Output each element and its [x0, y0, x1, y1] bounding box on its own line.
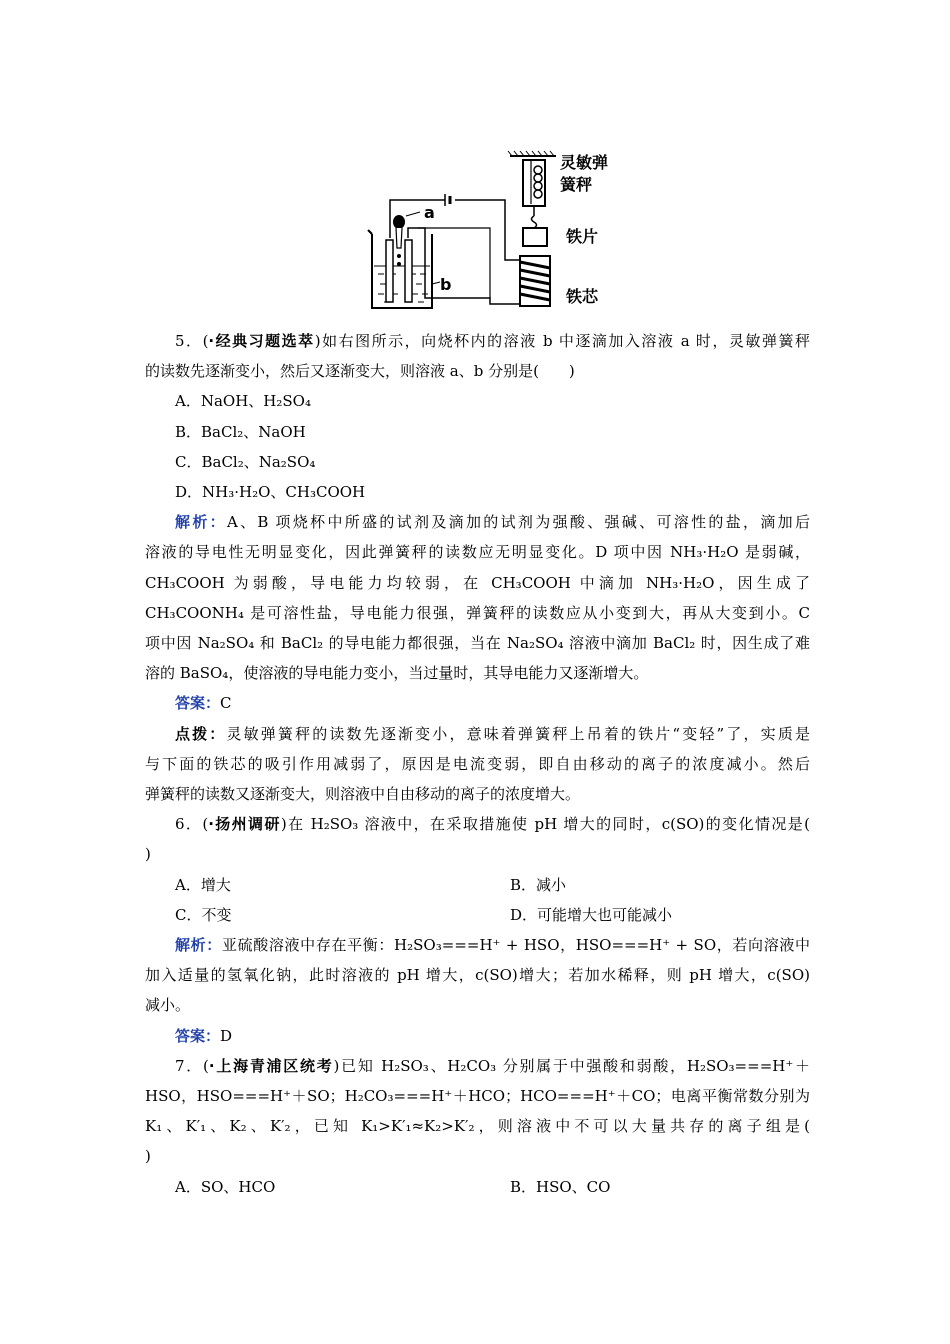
q5-answer	[145, 688, 810, 718]
q5-option-b: B．BaCl₂、NaOH	[175, 422, 306, 441]
q5-tip-line1: 点拨：灵敏弹簧秤的读数先逐渐变小，意味着弹簧秤上吊着的铁片“变轻”了，实质是	[175, 724, 810, 743]
q6-option-b: B．减小	[510, 875, 567, 894]
q6-stem-line1: 6．(·扬州调研)在 H₂SO₃ 溶液中，在采取措施使 pH 增大的同时，c(SO)的变化情况是(	[175, 815, 810, 834]
q6-analysis-line2: 加入适量的氢氧化钠，此时溶液的 pH 增大，c(SO)增大；若加水稀释，则 pH 增大，c(SO)	[145, 966, 810, 985]
q7-stem-line4: )	[145, 1147, 151, 1166]
q6-stem-line2: )	[145, 845, 151, 864]
q5-tip-line3: 弹簧秤的读数又逐渐变大，则溶液中自由移动的离子的浓度增大。	[145, 785, 581, 804]
q5-analysis-line2: 溶液的导电性无明显变化，因此弹簧秤的读数应无明显变化。D 项中因 NH₃·H₂O 是弱碱，	[145, 543, 810, 562]
q6-answer-value: D	[220, 1026, 233, 1045]
q5-option-d: D．NH₃·H₂O、CH₃COOH	[175, 483, 366, 502]
question-content	[145, 326, 810, 1202]
q5-tip-label: 点拨：	[175, 724, 227, 743]
q6-option-a: A．增大	[175, 875, 231, 894]
q7-options-row1	[145, 1172, 810, 1202]
q5-analysis-line1: 解析：A、B 项烧杯中所盛的试剂及滴加的试剂为强酸、强碱、可溶性的盐，滴加后	[175, 513, 810, 532]
label-spring-balance-line2: 簧秤	[560, 175, 593, 194]
label-b: b	[440, 275, 452, 294]
q5-analysis-line6: 溶的 BaSO₄，使溶液的导电能力变小，当过量时，其导电能力又逐渐增大。	[145, 664, 649, 683]
label-a: a	[424, 203, 435, 222]
q7-option-b: B．HSO、CO	[510, 1177, 611, 1196]
q6-option-c: C．不变	[175, 905, 232, 924]
q5-answer-value: C	[220, 694, 232, 713]
q7-option-a: A．SO、HCO	[175, 1177, 276, 1196]
q6-analysis-line1: 解析：亚硫酸溶液中存在平衡：H₂SO₃===H⁺ + HSO，HSO===H⁺ + SO，若向溶液中	[175, 936, 810, 955]
label-iron-core: 铁芯	[566, 287, 599, 306]
q6-answer	[145, 1021, 810, 1051]
q6-options-row2	[145, 900, 810, 930]
q6-option-d: D．可能增大也可能减小	[510, 905, 673, 924]
q5-stem-line1: 5．(·经典习题选萃)如右图所示，向烧杯内的溶液 b 中逐滴加入溶液 a 时，灵敏弹簧秤	[175, 332, 810, 350]
q6-options-row1	[145, 870, 810, 900]
q5-option-c: C．BaCl₂、Na₂SO₄	[175, 452, 316, 471]
q7-stem-line3: K₁、K′₁、K₂、K′₂，已知 K₁>K′₁≈K₂>K′₂，则溶液中不可以大量共存的离子组是(	[145, 1117, 810, 1136]
label-iron-piece: 铁片	[566, 227, 599, 246]
q7-stem-line1: 7．(·上海青浦区统考)已知 H₂SO₃、H₂CO₃ 分别属于中强酸和弱酸，H₂SO₃===H⁺＋	[175, 1056, 811, 1075]
q7-stem-line2: HSO，HSO===H⁺＋SO；H₂CO₃===H⁺＋HCO；HCO===H⁺＋CO；电离平衡常数分别为	[145, 1087, 810, 1106]
q5-tip-line2: 与下面的铁芯的吸引作用减弱了，原因是电流变弱，即自由移动的离子的浓度减小。然后	[145, 754, 810, 773]
q6-analysis-line3: 减小。	[145, 996, 191, 1015]
q5-analysis-line3: CH₃COOH 为弱酸，导电能力均较弱，在 CH₃COOH 中滴加 NH₃·H₂O，因生成了	[145, 573, 810, 592]
q5-source: ·经典习题选萃	[208, 332, 315, 350]
q7-source: ·上海青浦区统考	[208, 1056, 334, 1075]
label-spring-balance-line1: 灵敏弹	[560, 153, 609, 172]
q6-analysis-label: 解析：	[175, 936, 222, 955]
q5-analysis-line4: CH₃COONH₄ 是可溶性盐，导电能力很强，弹簧秤的读数应从小变到大，再从大变到小。C	[145, 603, 810, 622]
q5-option-a: A．NaOH、H₂SO₄	[175, 392, 311, 411]
q6-source: ·扬州调研	[208, 815, 281, 834]
electrolysis-apparatus-diagram	[360, 148, 640, 318]
q6-answer-label: 答案：	[175, 1026, 221, 1045]
q5-analysis-line5: 项中因 Na₂SO₄ 和 BaCl₂ 的导电能力都很强，当在 Na₂SO₄ 溶液中滴加 BaCl₂ 时，因生成了难	[145, 634, 810, 653]
q5-stem-line2: 的读数先逐渐变小，然后又逐渐变大，则溶液 a、b 分别是( )	[145, 362, 575, 381]
q5-analysis-label: 解析：	[175, 513, 227, 532]
q5-answer-label: 答案：	[175, 694, 221, 713]
